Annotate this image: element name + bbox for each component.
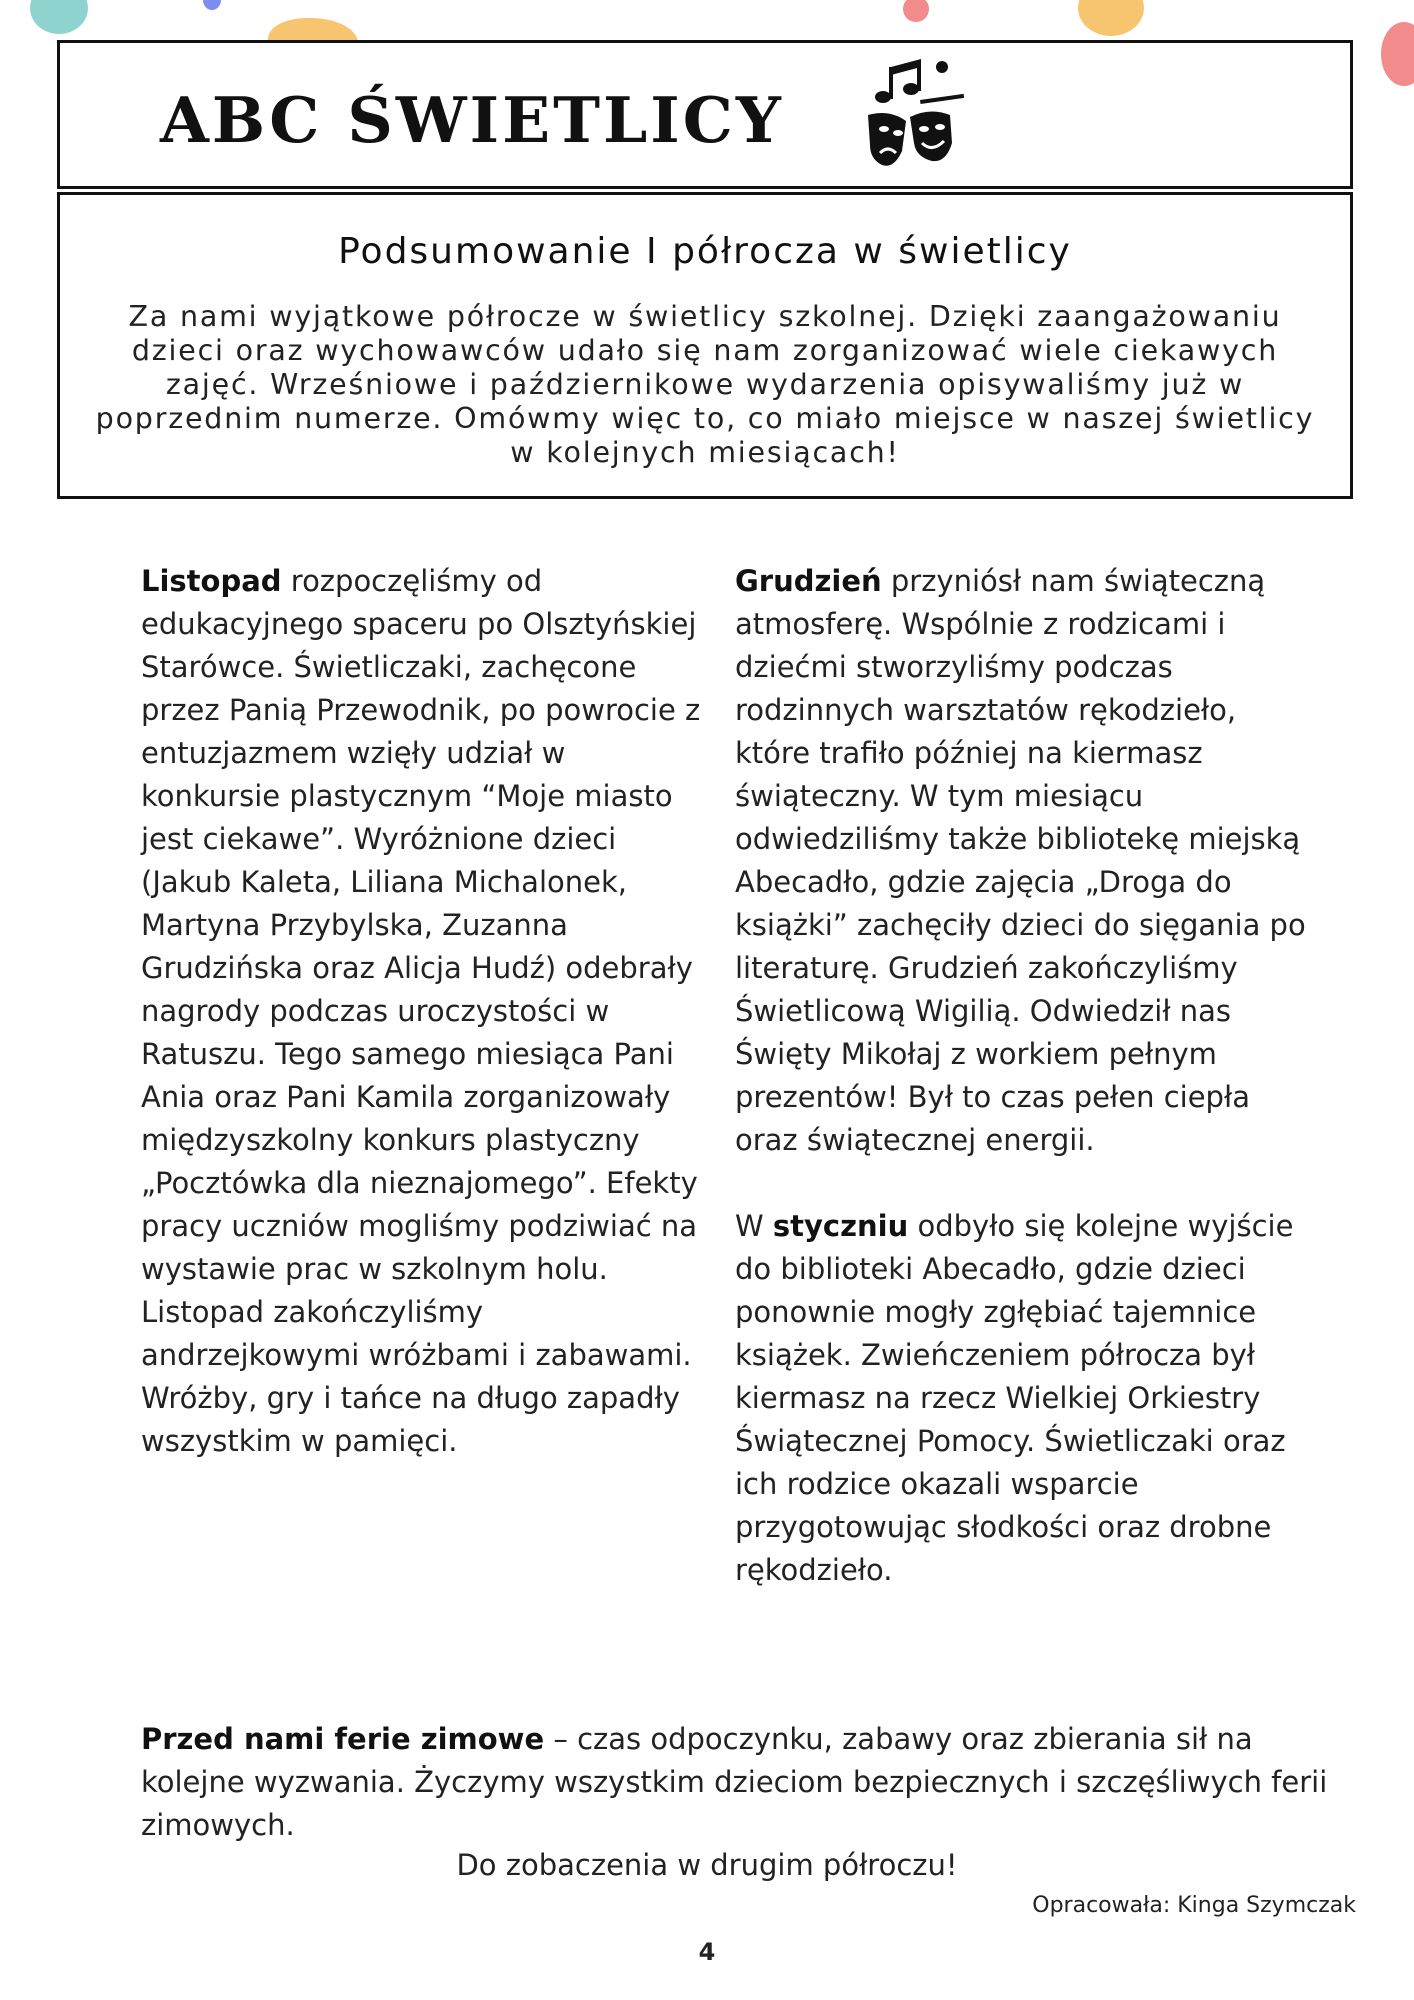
january-text: odbyło się kolejne wyjście do biblioteki Abecadło, gdzie dzieci ponownie mogły zgłębiać tajemnice książek. Zwieńczeniem półrocza był kiermasz na rzecz Wielkiej Orkiestry Świątecznej Pomocy. Świetliczaki oraz ich rodzice okazali wsparcie przygotowując słodkości oraz drobne rękodzieło. (735, 1209, 1294, 1587)
left-column (141, 560, 701, 1463)
intro-paragraph: Za nami wyjątkowe półrocze w świetlicy szkolnej. Dzięki zaangażowaniu dzieci oraz wychowawców udało się nam zorganizować wiele ciekawych zajęć. Wrześniowe i październikowe wydarzenia opisywaliśmy już w poprzednim numerze. Omówmy więc to, co miało miejsce w naszej świetlicy w kolejnych miesiącach! (95, 300, 1315, 469)
january-paragraph (735, 1205, 1315, 1592)
december-text: przyniósł nam świąteczną atmosferę. Wspólnie z rodzicami i dziećmi stworzyliśmy podczas rodzinnych warsztatów rękodzieło, które trafiło później na kiermasz świąteczny. W tym miesiącu odwiedziliśmy także bibliotekę miejską Abecadło, gdzie zajęcia „Droga do książki” zachęciły dzieci do sięgania po literaturę. Grudzień zakończyliśmy Świetlicową Wigilią. Odwiedził nas Święty Mikołaj z workiem pełnym prezentów! Był to czas pełen ciepła oraz świątecznej energii. (735, 564, 1306, 1157)
decor-blob-blue-top (203, 0, 221, 10)
december-paragraph (735, 560, 1315, 1162)
closing-paragraph (141, 1718, 1341, 1847)
decor-blob-teal-top-left (30, 0, 88, 34)
november-paragraph (141, 560, 701, 1463)
january-pre: W (735, 1209, 773, 1243)
closing-lead: Przed nami ferie zimowe (141, 1722, 545, 1756)
closing-text: – czas odpoczynku, zabawy oraz zbierania sił na kolejne wyzwania. Życzymy wszystkim dzieciom bezpiecznych i szczęśliwych ferii zimowych. (141, 1722, 1328, 1842)
page-title: ABC ŚWIETLICY (160, 83, 784, 157)
november-lead: Listopad (141, 564, 282, 598)
november-text: rozpoczęliśmy od edukacyjnego spaceru po Olsztyńskiej Starówce. Świetliczaki, zachęcone przez Panią Przewodnik, po powrocie z entuzjazmem wzięły udział w konkursie plastycznym “Moje miasto jest ciekawe”. Wyróżnione dzieci (Jakub Kaleta, Liliana Michalonek, Martyna Przybylska, Zuzanna Grudzińska oraz Alicja Hudź) odebrały nagrody podczas uroczystości w Ratuszu. Tego samego miesiąca Pani Ania oraz Pani Kamila zorganizowały międzyszkolny konkurs plastyczny „Pocztówka dla nieznajomego”. Efekty pracy uczniów mogliśmy podziwiać na wystawie prac w szkolnym holu. Listopad zakończyliśmy andrzejkowymi wróżbami i zabawami. Wróżby, gry i tańce na długo zapadły wszystkim w pamięci. (141, 564, 701, 1458)
december-lead: Grudzień (735, 564, 882, 598)
page-number: 4 (698, 1938, 716, 1966)
intro-box (57, 192, 1353, 499)
theater-masks-music-notes-icon (840, 53, 970, 173)
author-credit: Opracowała: Kinga Szymczak (1032, 1893, 1356, 1918)
decor-blob-pink-right (1381, 22, 1414, 86)
see-you-line: Do zobaczenia w drugim półroczu! (456, 1848, 958, 1882)
decor-blob-pink-top (903, 0, 929, 22)
january-lead: styczniu (772, 1209, 909, 1243)
section-heading: Podsumowanie I półrocza w świetlicy (338, 231, 1072, 272)
header-box (57, 40, 1353, 189)
decor-blob-orange-top-right (1078, 0, 1144, 36)
right-column (735, 560, 1315, 1592)
